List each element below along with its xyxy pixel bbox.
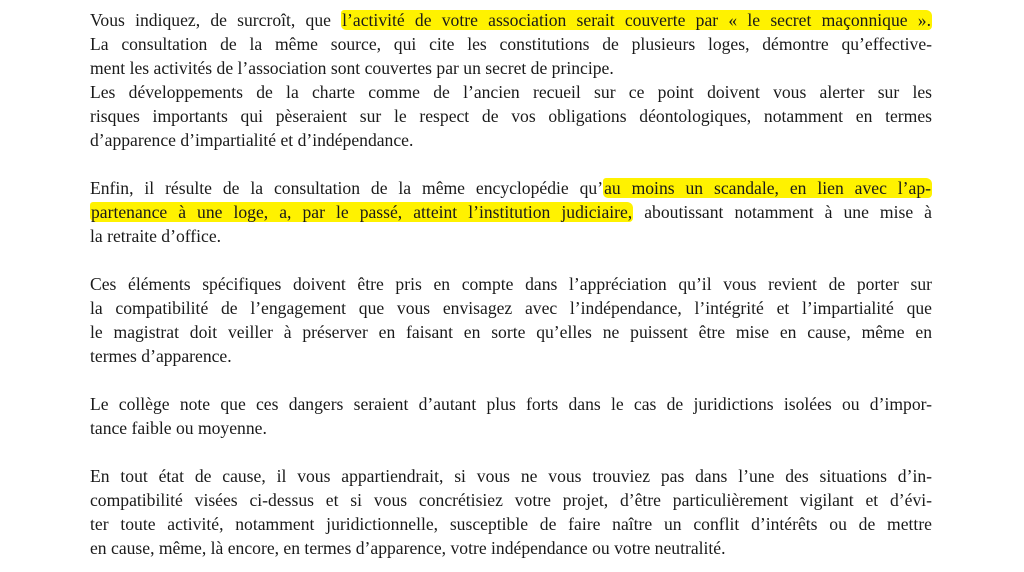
text-line	[90, 537, 932, 561]
text-run: Vous indiquez, de surcroît, que	[90, 10, 342, 30]
text-line	[90, 297, 932, 321]
highlighted-text: au moins un scandale, en lien avec l’ap-	[604, 178, 931, 198]
text-line	[90, 345, 932, 369]
paragraph-1	[90, 9, 932, 152]
text-line	[90, 33, 932, 57]
paragraph-4	[90, 393, 932, 441]
text-line	[90, 81, 932, 105]
highlighted-text: partenance à une loge, a, par le passé, atteint l’institution judiciaire,	[91, 201, 633, 222]
text-line	[90, 225, 932, 249]
text-run: ment les activités de l’association sont couvertes par un secret de principe.	[90, 57, 614, 78]
text-line	[90, 513, 932, 537]
text-run: La consultation de la même source, qui cite les constitutions de plusieurs loges, démontre qu’effective-	[90, 33, 932, 54]
text-line	[90, 321, 932, 345]
text-run: Ces éléments spécifiques doivent être pris en compte dans l’appréciation qu’il vous revient de porter sur	[90, 274, 932, 294]
text-line	[90, 465, 932, 489]
paragraph-5	[90, 465, 932, 561]
text-line	[90, 57, 932, 81]
text-line	[90, 201, 932, 225]
text-run: d’apparence d’impartialité et d’indépendance.	[90, 129, 414, 150]
text-line	[90, 417, 932, 441]
text-run: Enfin, il résulte de la consultation de la même encyclopédie qu’	[90, 178, 604, 198]
text-line	[90, 105, 932, 129]
text-run: risques importants qui pèseraient sur le respect de vos obligations déontologiques, notamment en termes	[90, 105, 932, 126]
text-run: Les développements de la charte comme de l’ancien recueil sur ce point doivent vous alerter sur les	[90, 81, 932, 102]
text-run: tance faible ou moyenne.	[90, 417, 267, 438]
text-line	[90, 489, 932, 513]
text-line	[90, 393, 932, 417]
text-run: Le collège note que ces dangers seraient d’autant plus forts dans le cas de juridictions isolées ou d’impor-	[90, 394, 932, 414]
text-line	[90, 177, 932, 201]
text-run: la retraite d’office.	[90, 225, 222, 246]
paragraph-2	[90, 177, 932, 249]
paragraph-3	[90, 273, 932, 369]
text-run: en cause, même, là encore, en termes d’apparence, votre indépendance ou votre neutralité.	[90, 537, 726, 558]
text-run: compatibilité visées ci-dessus et si vous concrétisiez votre projet, d’être particulièrement vigilant et d’évi-	[90, 489, 932, 510]
text-line	[90, 9, 932, 33]
text-run: En tout état de cause, il vous appartiendrait, si vous ne vous trouviez pas dans l’une des situations d’in-	[90, 466, 932, 486]
text-line	[90, 273, 932, 297]
highlighted-text: l’activité de votre association serait couverte par « le secret maçonnique ».	[342, 10, 931, 30]
text-run: le magistrat doit veiller à préserver en faisant en sorte qu’elles ne puissent être mise en cause, même en	[90, 321, 932, 342]
text-line	[90, 129, 932, 153]
text-run: aboutissant notamment à une mise à	[633, 201, 932, 222]
text-run: ter toute activité, notamment juridictionnelle, susceptible de faire naître un conflit d’intérêts ou de mettre	[90, 513, 932, 534]
text-run: termes d’apparence.	[90, 345, 232, 366]
text-run: la compatibilité de l’engagement que vous envisagez avec l’indépendance, l’intégrité et l’impartialité que	[90, 297, 932, 318]
